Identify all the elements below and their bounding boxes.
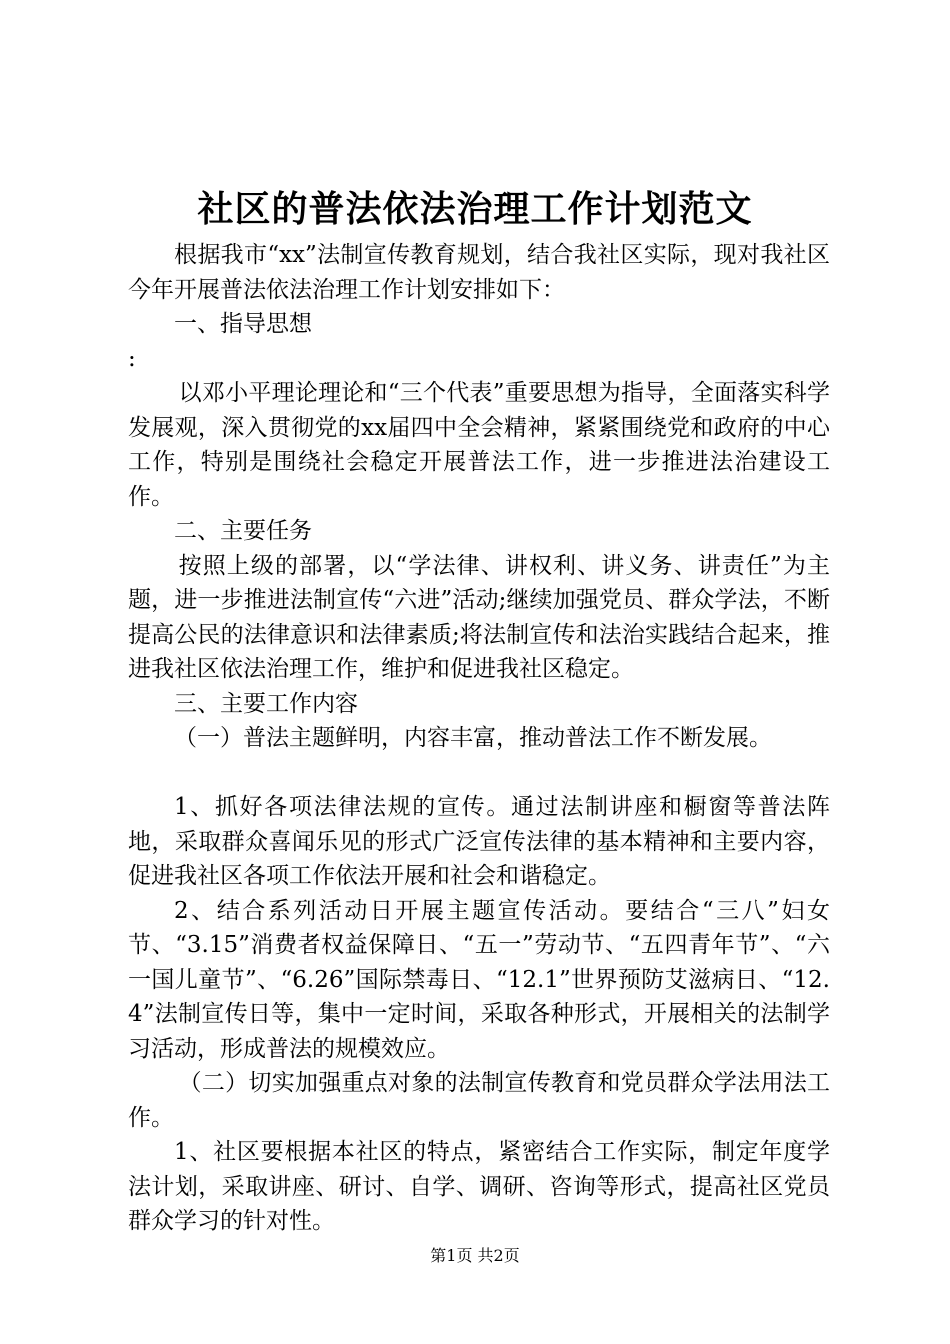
section-heading-2: 二、主要任务 [174,518,312,544]
section-heading-3: 三、主要工作内容 [174,690,358,717]
section-heading-1: 一、指导思想 [174,311,312,337]
document-title: 社区的普法依法治理工作计划范文 [197,188,753,230]
colon-line: : [128,345,136,372]
paragraph-intro: 根据我市“xx”法制宣传教育规划，结合我社区实际，现对我社区今年开展普法依法治理工作计划安排如下： [128,242,830,303]
paragraph-item-1-2: 2、结合系列活动日开展主题宣传活动。要结合“三八”妇女节、“3.15”消费者权益保障日、“五一”劳动节、“五四青年节”、“六一国儿童节”、“6.26”国际禁毒日、“12.1”世界预防艾滋病日、“12.4”法制宣传日等，集中一定时间，采取各种形式，开展相关的法制学习活动，形成普法的规模效应。 [128,897,830,1062]
document-body [128,238,830,1239]
subsection-heading-2: （二）切实加强重点对象的法制宣传教育和党员群众学法用法工作。 [128,1070,830,1131]
paragraph-guiding-ideology: 以邓小平理论理论和“三个代表”重要思想为指导，全面落实科学发展观，深入贯彻党的xx届四中全会精神，紧紧围绕党和政府的中心工作，特别是围绕社会稳定开展普法工作，进一步推进法治建设工作。 [128,380,830,510]
subsection-heading-1: （一）普法主题鲜明，内容丰富，推动普法工作不断发展。 [174,725,772,751]
paragraph-item-2-1: 1、社区要根据本社区的特点，紧密结合工作实际，制定年度学法计划，采取讲座、研讨、自学、调研、咨询等形式，提高社区党员群众学习的针对性。 [128,1139,830,1234]
paragraph-main-tasks: 按照上级的部署，以“学法律、讲权利、讲义务、讲责任”为主题，进一步推进法制宣传“六进”活动;继续加强党员、群众学法，不断提高公民的法律意识和法律素质;将法制宣传和法治实践结合起来，推进我社区依法治理工作，维护和促进我社区稳定。 [128,552,830,682]
paragraph-item-1-1: 1、抓好各项法律法规的宣传。通过法制讲座和橱窗等普法阵地，采取群众喜闻乐见的形式广泛宣传法律的基本精神和主要内容，促进我社区各项工作依法开展和社会和谐稳定。 [128,794,830,889]
page-footer: 第1页 共2页 [430,1246,520,1265]
blank-line [128,756,830,791]
